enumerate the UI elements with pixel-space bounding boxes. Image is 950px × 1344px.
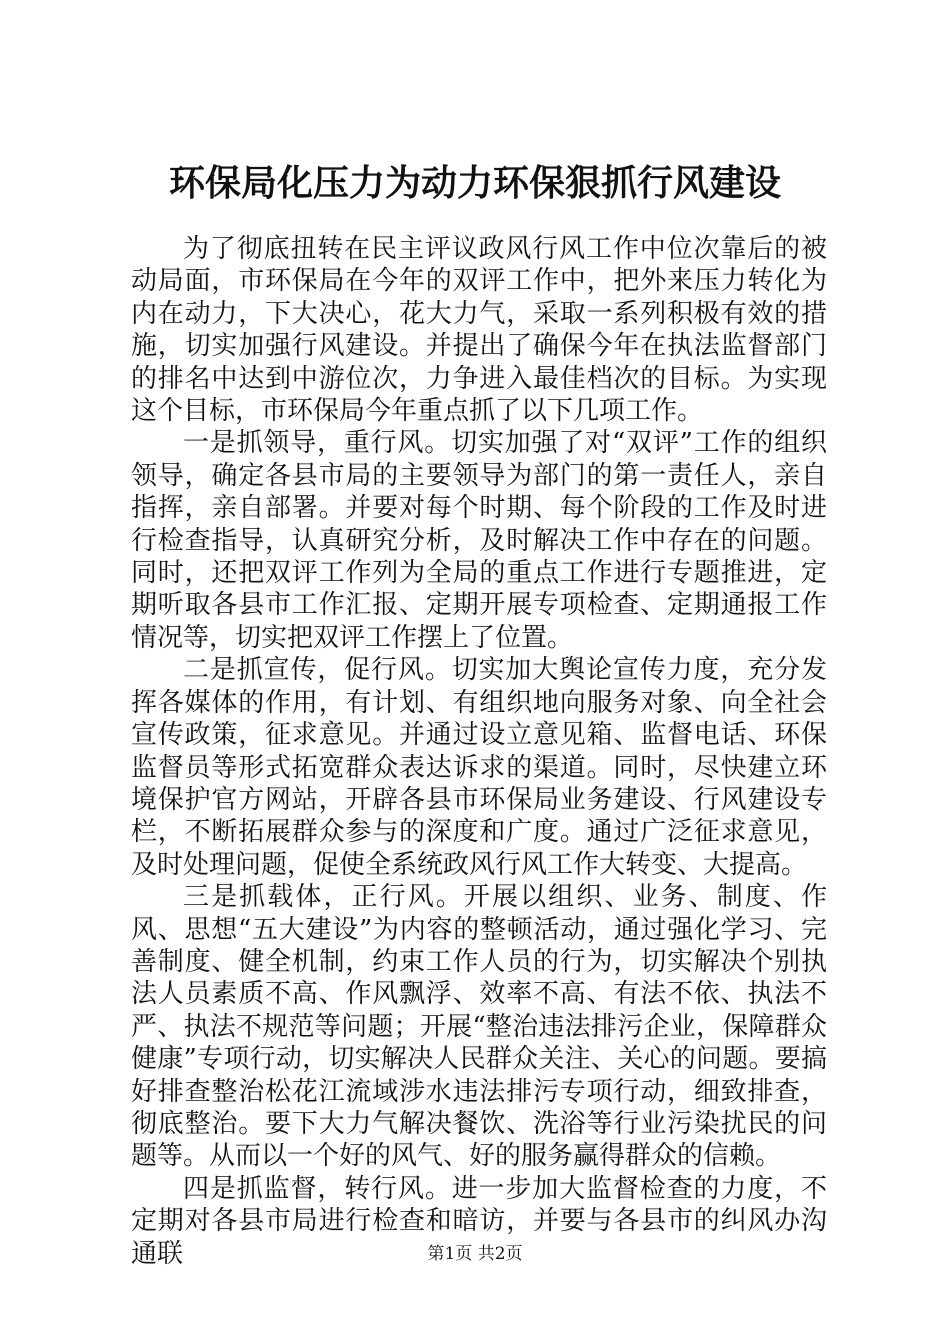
paragraph-leadership: 一是抓领导，重行风。切实加强了对“双评”工作的组织领导，确定各县市局的主要领导为部门的第一责任人，亲自指挥，亲自部署。并要对每个时期、每个阶段的工作及时进行检查指导，认真研究分析，及时解决工作中存在的问题。同时，还把双评工作列为全局的重点工作进行专题推进，定期听取各县市工作汇报、定期开展专项检查、定期通报工作情况等，切实把双评工作摆上了位置。 [131,428,827,653]
page-footer: 第1页 共2页 [427,1244,523,1264]
document-title: 环保局化压力为动力环保狠抓行风建设 [168,162,781,204]
paragraph-supervision: 四是抓监督，转行风。进一步加大监督检查的力度，不定期对各县市局进行检查和暗访，并要与各县市的纠风办沟通联 [131,1173,827,1269]
document-body [131,233,827,1270]
paragraph-intro: 为了彻底扭转在民主评议政风行风工作中位次靠后的被动局面，市环保局在今年的双评工作中，把外来压力转化为内在动力，下大决心，花大力气，采取一系列积极有效的措施，切实加强行风建设。并提出了确保今年在执法监督部门的排名中达到中游位次，力争进入最佳档次的目标。为实现这个目标，市环保局今年重点抓了以下几项工作。 [131,234,827,427]
paragraph-carrier: 三是抓载体，正行风。开展以组织、业务、制度、作风、思想“五大建设”为内容的整顿活动，通过强化学习、完善制度、健全机制，约束工作人员的行为，切实解决个别执法人员素质不高、作风飘浮、效率不高、有法不依、执法不严、执法不规范等问题；开展“整治违法排污企业，保障群众健康”专项行动，切实解决人民群众关注、关心的问题。要搞好排查整治松花江流域涉水违法排污专项行动，细致排查，彻底整治。要下大力气解决餐饮、洗浴等行业污染扰民的问题等。从而以一个好的风气、好的服务赢得群众的信赖。 [131,882,827,1172]
paragraph-publicity: 二是抓宣传，促行风。切实加大舆论宣传力度，充分发挥各媒体的作用，有计划、有组织地向服务对象、向全社会宣传政策，征求意见。并通过设立意见箱、监督电话、环保监督员等形式拓宽群众表达诉求的渠道。同时，尽快建立环境保护官方网站，开辟各县市环保局业务建设、行风建设专栏，不断拓展群众参与的深度和广度。通过广泛征求意见，及时处理问题，促使全系统政风行风工作大转变、大提高。 [131,655,827,880]
